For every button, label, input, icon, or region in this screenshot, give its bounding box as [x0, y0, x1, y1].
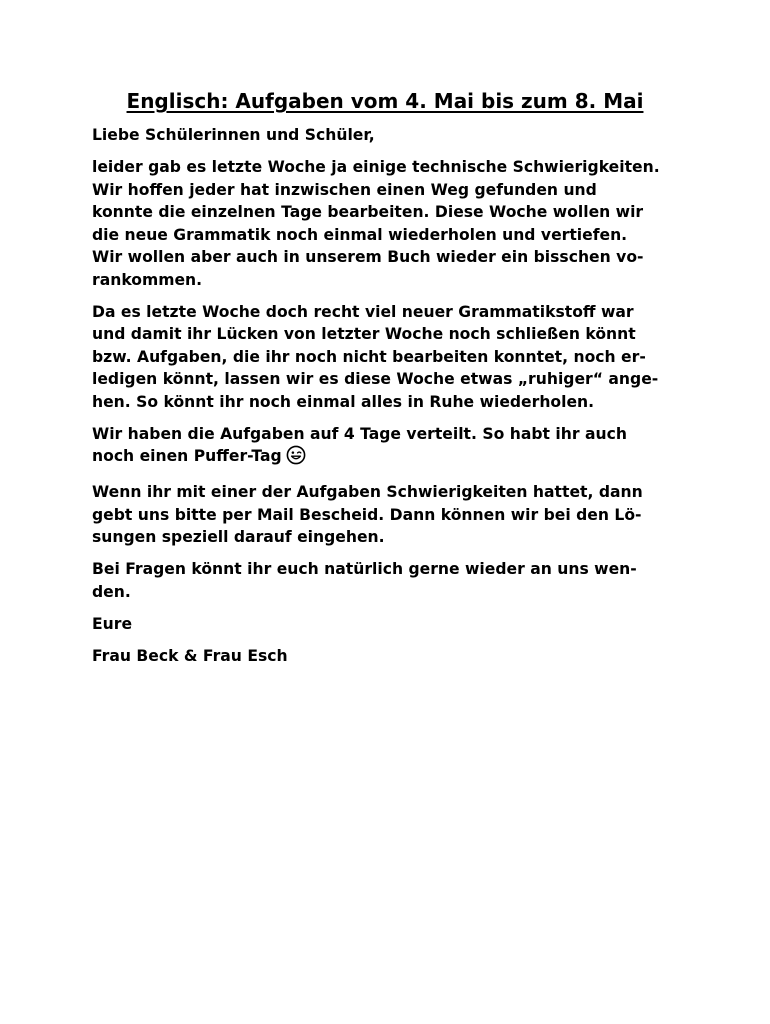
text-line: Frau Beck & Frau Esch: [92, 646, 288, 665]
signature-paragraph: [92, 645, 692, 668]
text-line: Wir haben die Aufgaben auf 4 Tage verteilt. So habt ihr auch: [92, 424, 627, 443]
text-line: gebt uns bitte per Mail Bescheid. Dann können wir bei den Lö-: [92, 505, 642, 524]
paragraph-questions: [92, 558, 692, 603]
text-line: Bei Fragen könnt ihr euch natürlich gerne wieder an uns wen-: [92, 560, 637, 578]
closing-paragraph: [92, 613, 692, 636]
paragraph-technical-issues: [92, 156, 692, 291]
greeting-paragraph: [92, 124, 692, 147]
text-line: den.: [92, 582, 131, 601]
paragraph-feedback: [92, 481, 692, 549]
paragraph-schedule: [92, 423, 692, 472]
text-line: Wenn ihr mit einer der Aufgaben Schwierigkeiten hattet, dann: [92, 483, 643, 501]
text-line: Eure: [92, 614, 133, 633]
text-line: und damit ihr Lücken von letzter Woche noch schließen könnt: [92, 325, 636, 343]
text-line: hen. So könnt ihr noch einmal alles in Ruhe wiederholen.: [92, 392, 595, 411]
text-line: Da es letzte Woche doch recht viel neuer Grammatikstoff war: [92, 302, 634, 321]
text-line: rankommen.: [92, 270, 203, 289]
document-title: Englisch: Aufgaben vom 4. Mai bis zum 8. Mai: [126, 89, 644, 113]
text-line: sungen speziell darauf eingehen.: [92, 528, 385, 546]
text-line: bzw. Aufgaben, die ihr noch nicht bearbeiten konntet, noch er-: [92, 347, 646, 366]
paragraph-grammar: [92, 301, 692, 414]
text-line: Liebe Schülerinnen und Schüler,: [92, 126, 375, 144]
text-line: leider gab es letzte Woche ja einige technische Schwierigkeiten.: [92, 158, 660, 176]
winking-smiley-icon: [286, 445, 306, 472]
text-line: konnte die einzelnen Tage bearbeiten. Diese Woche wollen wir: [92, 203, 644, 221]
text-line: [92, 445, 692, 472]
text-line: Wir wollen aber auch in unserem Buch wieder ein bisschen vo-: [92, 248, 644, 266]
letter-body: [92, 124, 692, 677]
text-line: ledigen könnt, lassen wir es diese Woche etwas „ruhiger“ ange-: [92, 370, 659, 388]
text-line: Wir hoffen jeder hat inzwischen einen Weg gefunden und: [92, 180, 597, 199]
text-line: die neue Grammatik noch einmal wiederholen und vertiefen.: [92, 225, 628, 244]
text-fragment: noch einen Puffer-Tag: [92, 447, 282, 465]
